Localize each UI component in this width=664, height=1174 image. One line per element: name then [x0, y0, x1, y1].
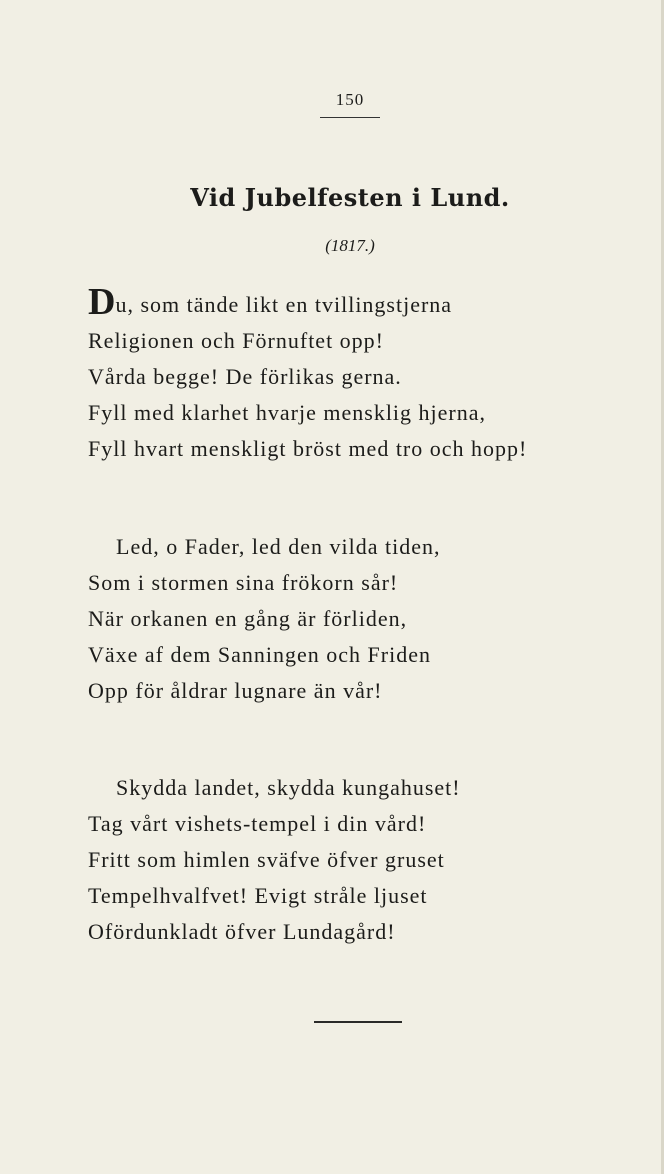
poem-year: (1817.)	[325, 236, 375, 255]
page-number: 150	[335, 90, 365, 109]
verse-line: Fyll med klarhet hvarje mensklig hjerna,	[88, 400, 487, 425]
poem-title: Vid Jubelfesten i Lund.	[190, 183, 510, 212]
verse-line-text: u, som tände likt en tvillingstjerna	[115, 292, 453, 317]
stanza-3	[88, 770, 461, 950]
verse-line	[88, 281, 527, 323]
verse-line: Opp för åldrar lugnare än vår!	[88, 678, 383, 703]
verse-line: Religionen och Förnuftet opp!	[88, 328, 385, 353]
verse-line: Fyll hvart menskligt bröst med tro och hopp!	[88, 436, 528, 461]
verse-line: Skydda landet, skydda kungahuset!	[116, 775, 461, 800]
end-rule	[314, 1021, 402, 1023]
stanza-2	[88, 529, 441, 709]
verse-line: Växe af dem Sanningen och Friden	[88, 642, 431, 667]
page-number-rule	[320, 117, 380, 118]
verse-line: Ofördunkladt öfver Lundagård!	[88, 919, 396, 944]
verse-line: Fritt som himlen sväfve öfver gruset	[88, 847, 445, 872]
stanza-1	[88, 281, 528, 467]
drop-cap: D	[88, 281, 116, 323]
verse-line: Tempelhvalfvet! Evigt stråle ljuset	[88, 883, 428, 908]
verse-line: Tag vårt vishets-tempel i din vård!	[88, 811, 427, 836]
verse-line: Vårda begge! De förlikas gerna.	[88, 364, 402, 389]
verse-line: Som i stormen sina frökorn sår!	[88, 570, 399, 595]
verse-line: Led, o Fader, led den vilda tiden,	[116, 534, 441, 559]
verse-line: När orkanen en gång är förliden,	[88, 606, 408, 631]
